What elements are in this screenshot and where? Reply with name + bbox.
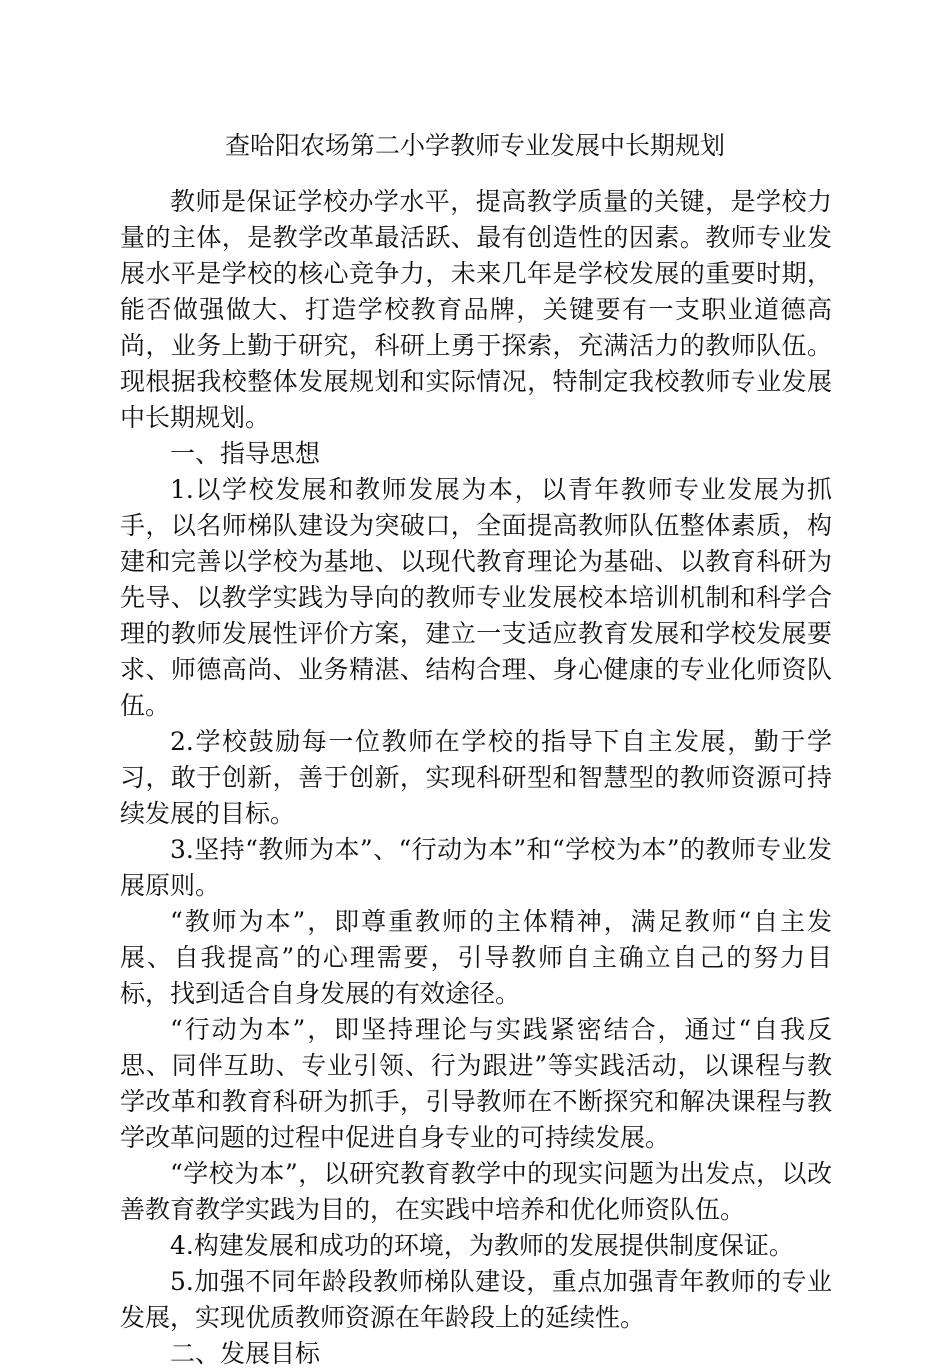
paragraph-item-2: 2.学校鼓励每一位教师在学校的指导下自主发展，勤于学习，敢于创新，善于创新，实现科研型和智慧型的教师资源可持续发展的目标。 <box>120 727 832 828</box>
paragraph-teacher-based: “教师为本”，即尊重教师的主体精神，满足教师“自主发展、自我提高”的心理需要，引导教师自主确立自己的努力目标，找到适合自身发展的有效途径。 <box>120 907 832 1008</box>
paragraph-item-3: 3.坚持“教师为本”、“行动为本”和“学校为本”的教师专业发展原则。 <box>120 835 832 900</box>
paragraph-intro: 教师是保证学校办学水平，提高教学质量的关键，是学校力量的主体，是教学改革最活跃、最有创造性的因素。教师专业发展水平是学校的核心竞争力，未来几年是学校发展的重要时期，能否做强做大、打造学校教育品牌，关键要有一支职业道德高尚，业务上勤于研究，科研上勇于探索，充满活力的教师队伍。现根据我校整体发展规划和实际情况，特制定我校教师专业发展中长期规划。 <box>120 187 832 432</box>
document-body <box>120 184 832 1372</box>
section-heading-guiding-ideology: 一、指导思想 <box>170 439 321 468</box>
section-heading-development-goals: 二、发展目标 <box>170 1339 321 1368</box>
document-title: 查哈阳农场第二小学教师专业发展中长期规划 <box>224 131 725 160</box>
paragraph-item-4: 4.构建发展和成功的环境，为教师的发展提供制度保证。 <box>170 1231 794 1260</box>
paragraph-school-based: “学校为本”，以研究教育教学中的现实问题为出发点，以改善教育教学实践为目的，在实践中培养和优化师资队伍。 <box>120 1159 832 1224</box>
paragraph-item-5: 5.加强不同年龄段教师梯队建设，重点加强青年教师的专业发展，实现优质教师资源在年龄段上的延续性。 <box>120 1267 832 1332</box>
paragraph-action-based: “行动为本”，即坚持理论与实践紧密结合，通过“自我反思、同伴互助、专业引领、行为跟进”等实践活动，以课程与教学改革和教育科研为抓手，引导教师在不断探究和解决课程与教学改革问题的过程中促进自身专业的可持续发展。 <box>120 1015 832 1152</box>
paragraph-item-1: 1.以学校发展和教师发展为本，以青年教师专业发展为抓手，以名师梯队建设为突破口，全面提高教师队伍整体素质，构建和完善以学校为基地、以现代教育理论为基础、以教育科研为先导、以教学实践为导向的教师专业发展校本培训机制和科学合理的教师发展性评价方案，建立一支适应教育发展和学校发展要求、师德高尚、业务精湛、结构合理、身心健康的专业化师资队伍。 <box>120 475 832 720</box>
